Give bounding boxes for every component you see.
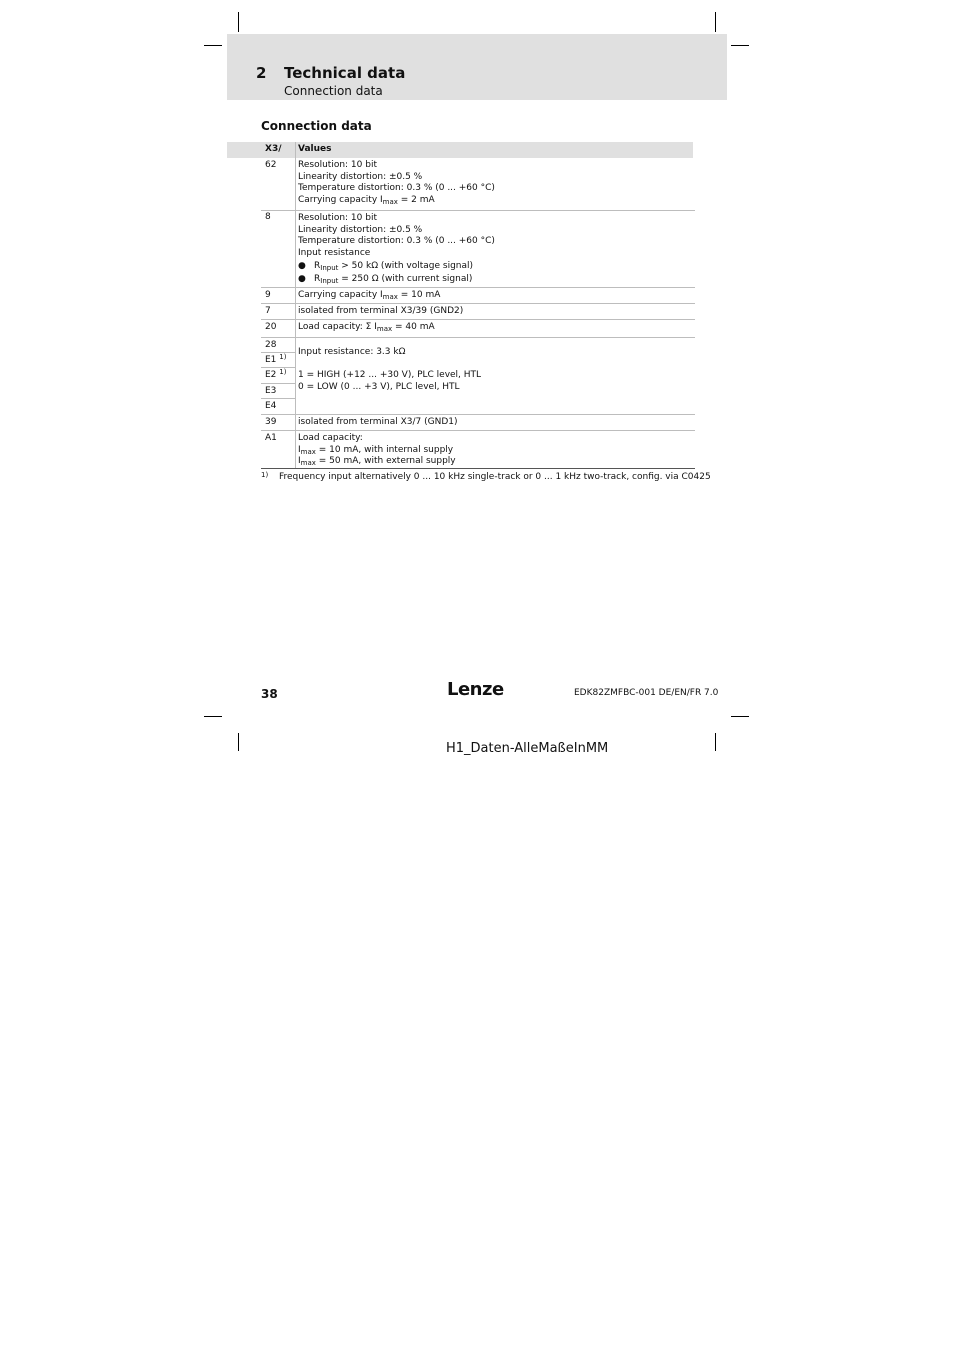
terminal-label: E4 <box>265 401 277 411</box>
lenze-logo: Lenze <box>447 679 504 700</box>
row-divider <box>261 383 295 384</box>
terminal-label: E3 <box>265 386 277 396</box>
value-line: Input resistance <box>298 248 371 259</box>
table-row <box>298 213 495 285</box>
row-divider <box>261 430 695 431</box>
terminal-label: A1 <box>265 433 277 443</box>
row-divider <box>261 414 695 415</box>
footnote-ref: 1) <box>279 353 287 361</box>
terminal-label: 39 <box>265 417 277 427</box>
value-line: Temperature distortion: 0.3 % (0 ... +60 °C) <box>298 236 495 247</box>
document-reference: EDK82ZMFBC-001 DE/EN/FR 7.0 <box>574 688 719 698</box>
table-row <box>265 212 271 224</box>
column-divider <box>295 142 296 468</box>
crop-mark <box>238 733 239 751</box>
table-row: Load capacity: Σ $I_{max} = 40$ mA <box>298 322 435 333</box>
page-number: 38 <box>261 687 278 701</box>
column-header-terminal: X3/ <box>265 144 282 154</box>
terminal-label: 9 <box>265 290 271 300</box>
chapter-number: 2 <box>256 64 267 82</box>
footnote-ref: 1) <box>279 368 287 376</box>
table-row <box>298 160 495 207</box>
terminal-label: E1 $^{1)}$ <box>265 353 287 365</box>
terminal-label: 8 <box>265 212 271 222</box>
row-divider <box>261 398 295 399</box>
bullet-icon: ● <box>298 260 306 271</box>
footnote-mark: 1) <box>261 471 269 479</box>
row-divider <box>261 337 695 338</box>
terminal-label: 20 <box>265 322 277 332</box>
value-line: Resolution: 10 bit <box>298 213 377 223</box>
crop-mark <box>204 45 222 46</box>
bullet-icon: ● <box>298 273 306 284</box>
row-divider <box>261 367 295 368</box>
table-row <box>265 306 271 318</box>
value-line: $I_{max} = 10$ mA, with internal supply <box>298 444 454 456</box>
crop-mark <box>731 716 749 717</box>
bullet-item: ● $R_{Input} > 50$ kΩ (with voltage signal) <box>298 260 474 272</box>
section-title: Connection data <box>261 119 372 133</box>
row-divider <box>261 303 695 304</box>
table-row <box>265 290 271 302</box>
row-divider <box>261 352 295 353</box>
crop-mark <box>204 716 222 717</box>
chapter-subtitle: Connection data <box>284 84 383 98</box>
value-line: Resolution: 10 bit <box>298 160 377 170</box>
row-divider <box>261 319 695 320</box>
table-row <box>298 433 456 468</box>
bullet-item: ● $R_{Input} = 250$ Ω (with current signal) <box>298 273 473 285</box>
table-row: Carrying capacity $I_{max} = 10$ mA <box>298 290 441 301</box>
table-row: isolated from terminal X3/7 (GND1) <box>298 417 458 427</box>
terminal-label: 28 <box>265 340 277 350</box>
row-divider <box>261 287 695 288</box>
terminal-label: 62 <box>265 160 277 170</box>
value-line: 0 = LOW (0 ... +3 V), PLC level, HTL <box>298 382 460 392</box>
table-row <box>265 322 276 334</box>
table-row <box>265 160 276 172</box>
crop-mark <box>731 45 749 46</box>
footnote-text: Frequency input alternatively 0 ... 10 kHz single-track or 0 ... 1 kHz two-track, config. via C0425 <box>279 472 711 482</box>
crop-mark <box>715 12 716 32</box>
value-line: Load capacity: <box>298 433 363 443</box>
table-row: isolated from terminal X3/39 (GND2) <box>298 306 464 316</box>
crop-mark <box>715 733 716 751</box>
value-line: $I_{max} = 50$ mA, with external supply <box>298 456 456 468</box>
value-line: Linearity distortion: ±0.5 % <box>298 171 423 182</box>
table-row <box>265 417 276 429</box>
table-header-band <box>227 142 693 158</box>
table-bottom-rule <box>261 468 695 469</box>
value-line: Carrying capacity $I_{max} = 2$ mA <box>298 195 435 207</box>
value-line: Temperature distortion: 0.3 % (0 ... +60 °C) <box>298 183 495 194</box>
table-row <box>265 433 277 445</box>
terminal-label: E2 $^{1)}$ <box>265 368 287 380</box>
value-line: 1 = HIGH (+12 ... +30 V), PLC level, HTL <box>298 370 482 380</box>
crop-mark <box>238 12 239 32</box>
value-line: Linearity distortion: ±0.5 % <box>298 224 423 235</box>
column-header-values: Values <box>298 144 332 154</box>
chapter-title: Technical data <box>284 64 406 82</box>
row-divider <box>261 210 695 211</box>
file-stamp: H1_Daten-AlleMaßeInMM <box>446 741 609 756</box>
value-line: Input resistance: 3.3 kΩ <box>298 347 406 357</box>
terminal-label: 7 <box>265 306 271 316</box>
